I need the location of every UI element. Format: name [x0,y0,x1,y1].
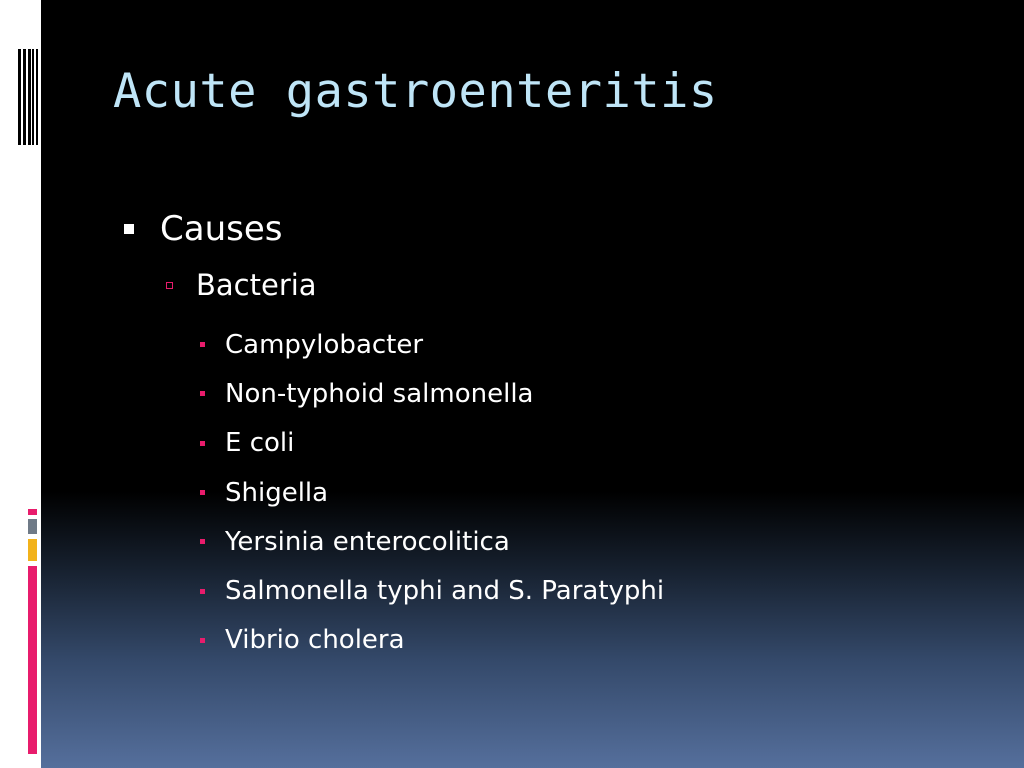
list-item-label: Vibrio cholera [225,625,405,656]
small-square-bullet-icon [200,589,205,594]
small-square-bullet-icon [200,342,205,347]
bullet-level2-label: Bacteria [196,268,317,302]
accent-bar-pink [28,566,37,754]
list-item [200,419,664,468]
square-bullet-icon [124,224,134,234]
accent-bar-yellow [28,539,37,561]
list-item-label: Non-typhoid salmonella [225,378,534,409]
list-item [200,369,664,418]
list-item [200,468,664,517]
small-square-bullet-icon [200,638,205,643]
list-item-label: Shigella [225,477,329,508]
bullet-level1 [124,209,282,249]
book-icon [18,49,42,145]
small-square-bullet-icon [200,490,205,495]
list-item-label: Campylobacter [225,329,424,360]
list-item-label: Yersinia enterocolitica [225,526,510,557]
small-square-bullet-icon [200,441,205,446]
bacteria-list [200,320,664,665]
bullet-level2 [166,268,317,302]
hollow-square-bullet-icon [166,282,173,289]
list-item-label: Salmonella typhi and S. Paratyphi [225,576,665,607]
list-item [200,517,664,566]
list-item [200,616,664,665]
small-square-bullet-icon [200,539,205,544]
bullet-level1-label: Causes [160,209,283,249]
small-square-bullet-icon [200,391,205,396]
accent-bar-gray [28,519,37,534]
slide-title: Acute gastroenteritis [113,64,718,119]
list-item [200,320,664,369]
list-item [200,566,664,615]
list-item-label: E coli [225,428,295,459]
accent-bar-pink-small [28,509,37,515]
